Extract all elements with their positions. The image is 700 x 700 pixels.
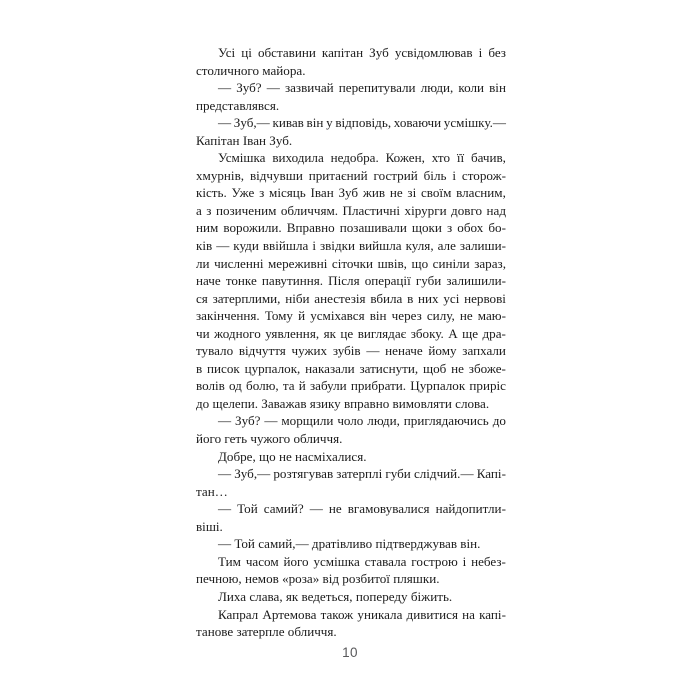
- text-line: до щелепи. Заважав язику вправно вимовляти слова.: [196, 395, 490, 411]
- word: павутиння.: [261, 273, 324, 289]
- word: силу,: [426, 308, 455, 324]
- word: хто: [431, 150, 451, 166]
- word: затиснути,: [359, 360, 419, 376]
- word: хмурнів,: [196, 167, 245, 183]
- word: усі: [443, 290, 460, 306]
- text-line: столичного майора.: [196, 62, 306, 78]
- word: ним: [196, 220, 219, 236]
- word: Зуб?: [236, 80, 262, 96]
- word: куля,: [405, 238, 434, 254]
- word: щоки: [411, 220, 442, 236]
- word: усмішка: [313, 553, 360, 569]
- word: з: [447, 220, 453, 236]
- word: цурпалок,: [244, 360, 301, 376]
- word: наче: [196, 273, 221, 289]
- word: небез-: [471, 553, 506, 569]
- word: ставала: [364, 553, 407, 569]
- word: Кожен,: [385, 150, 425, 166]
- word: затерплі: [336, 466, 383, 482]
- word: морщили: [281, 413, 334, 429]
- word: у: [326, 115, 333, 131]
- word: коли: [458, 80, 485, 96]
- word: капі-: [479, 606, 506, 622]
- word: його: [283, 553, 309, 569]
- text-line: [196, 237, 506, 255]
- word: кивав: [272, 115, 304, 131]
- paragraph: [196, 412, 506, 447]
- word: не: [451, 360, 464, 376]
- paragraph: [196, 535, 506, 553]
- word: зазвичай: [284, 80, 334, 96]
- word: анестезія: [314, 290, 366, 306]
- text-line: [196, 167, 506, 185]
- word: гострий: [373, 167, 418, 183]
- word: —: [218, 466, 232, 482]
- word: приріс: [469, 378, 506, 394]
- word: й: [298, 308, 306, 324]
- text-line: [196, 202, 506, 220]
- word: сторож-: [461, 167, 506, 183]
- word: перепитували: [338, 80, 416, 96]
- word: самий?: [263, 501, 304, 517]
- word: прибрати.: [350, 378, 407, 394]
- paragraph: [196, 448, 506, 466]
- word: власним,: [456, 185, 506, 201]
- word: люди,: [420, 80, 454, 96]
- word: Тому: [264, 308, 293, 324]
- word: усмішку.—: [443, 115, 506, 131]
- word: довго: [451, 202, 483, 218]
- word: Вправно: [286, 220, 335, 236]
- word: губи: [385, 466, 411, 482]
- word: притаєний: [308, 167, 368, 183]
- word: закінчення.: [196, 308, 260, 324]
- paragraph: [196, 79, 506, 114]
- word: її: [456, 150, 465, 166]
- word: щоб: [423, 360, 447, 376]
- paragraph: [196, 149, 506, 412]
- word: синіли: [432, 255, 470, 271]
- word: до: [492, 413, 506, 429]
- word: позиченим: [215, 202, 277, 218]
- word: Капрал: [218, 606, 259, 622]
- word: ховаючи: [393, 115, 442, 131]
- paragraph: [196, 588, 506, 606]
- word: них: [418, 290, 439, 306]
- word: А: [448, 325, 458, 341]
- word: —: [218, 115, 232, 131]
- word: місяць: [269, 185, 306, 201]
- word: а: [196, 202, 202, 218]
- word: Артемова: [262, 606, 317, 622]
- word: нервові: [464, 290, 506, 306]
- word: на: [462, 606, 475, 622]
- text-line: [196, 553, 506, 571]
- word: біль: [423, 167, 447, 183]
- word: він: [369, 308, 387, 324]
- word: відчуття: [238, 343, 286, 359]
- word: йому: [428, 343, 457, 359]
- paragraph: [196, 114, 506, 149]
- word: люди,: [367, 413, 400, 429]
- word: найдопитли-: [435, 501, 506, 517]
- text-line: [196, 44, 506, 62]
- word: губи: [415, 273, 442, 289]
- word: усміхався: [310, 308, 365, 324]
- text-line: [196, 219, 506, 237]
- word: мереживні: [268, 255, 328, 271]
- word: —: [266, 80, 280, 96]
- word: тувало: [196, 343, 234, 359]
- word: писок: [207, 360, 240, 376]
- text-line: [196, 149, 506, 167]
- word: капітан: [321, 45, 364, 60]
- word: Цурпалок: [410, 378, 466, 394]
- word: ворожили.: [223, 220, 282, 236]
- word: звідки: [319, 238, 355, 254]
- text-line: представлявся.: [196, 97, 280, 113]
- word: куди: [233, 238, 259, 254]
- paragraph: [196, 606, 506, 641]
- word: не: [328, 501, 342, 517]
- word: операції: [364, 273, 411, 289]
- word: бо-: [488, 220, 506, 236]
- word: бачив,: [470, 150, 506, 166]
- word: зі: [407, 185, 417, 201]
- word: і: [312, 238, 316, 254]
- text-line: [196, 342, 506, 360]
- word: приглядаючись: [403, 413, 489, 429]
- word: Зуб?: [235, 413, 261, 429]
- word: чужих: [291, 343, 328, 359]
- text-line: [196, 377, 506, 395]
- word: також: [320, 606, 354, 622]
- word: зараз,: [474, 255, 506, 271]
- word: уникала: [357, 606, 403, 622]
- word: Тим: [218, 553, 241, 569]
- text-line: [196, 272, 506, 290]
- word: маю-: [477, 308, 506, 324]
- word: і: [452, 167, 456, 183]
- word: швів,: [377, 255, 407, 271]
- word: Той: [237, 501, 258, 517]
- word: чи: [196, 325, 210, 341]
- word: тонке: [225, 273, 257, 289]
- text-line: [196, 412, 506, 430]
- word: дивитися: [406, 606, 458, 622]
- paragraph: [196, 465, 506, 500]
- word: позашивали: [339, 220, 407, 236]
- word: ці: [241, 45, 252, 60]
- word: дра-: [482, 325, 506, 341]
- word: численні: [214, 255, 264, 271]
- word: недобра.: [330, 150, 379, 166]
- word: сіточки: [331, 255, 374, 271]
- word: усвідомлював: [394, 45, 473, 60]
- word: Пластичні: [342, 202, 401, 218]
- word: Зуб,—: [233, 115, 270, 131]
- text-line: печною, немов «роза» від розбитої пляшки.: [196, 571, 440, 587]
- text-line: його геть чужого обличчя.: [196, 431, 343, 447]
- text-line: Капітан Іван Зуб.: [196, 132, 293, 148]
- word: виглядає: [357, 325, 407, 341]
- word: не: [389, 185, 403, 201]
- word: волів: [196, 378, 225, 394]
- text-line: [196, 114, 506, 132]
- word: од: [229, 378, 242, 394]
- page-text-body: [196, 44, 506, 641]
- word: жодного: [214, 325, 261, 341]
- word: —: [366, 343, 380, 359]
- word: часом: [245, 553, 279, 569]
- word: уявлення,: [265, 325, 320, 341]
- word: Усі: [218, 45, 236, 60]
- word: Уже: [231, 185, 255, 201]
- text-line: [196, 360, 506, 378]
- word: запхали: [462, 343, 506, 359]
- text-line: [196, 255, 506, 273]
- word: це: [340, 325, 354, 341]
- word: Іван: [310, 185, 334, 201]
- word: він: [489, 80, 506, 96]
- text-line: [196, 325, 506, 343]
- text-line: [196, 465, 506, 483]
- word: і: [462, 553, 467, 569]
- word: —: [264, 413, 278, 429]
- word: наказали: [305, 360, 355, 376]
- word: обставини: [257, 45, 316, 60]
- word: чоло: [337, 413, 364, 429]
- text-line: Добре, що не насміхалися.: [218, 448, 367, 464]
- text-line: [196, 290, 506, 308]
- word: вийшла: [358, 238, 402, 254]
- word: Зуб: [369, 45, 389, 60]
- word: —: [218, 413, 232, 429]
- word: відповідь,: [335, 115, 392, 131]
- word: слідчий.—: [413, 466, 474, 482]
- text-line: Лиха слава, як ведеться, попереду біжить.: [218, 588, 453, 604]
- word: він: [306, 115, 324, 131]
- paragraph: [196, 44, 506, 79]
- word: розтягував: [273, 466, 334, 482]
- word: забули: [309, 378, 347, 394]
- word: Зуб: [338, 185, 359, 201]
- word: зубів: [332, 343, 361, 359]
- word: ків: [196, 238, 213, 254]
- word: над: [486, 202, 506, 218]
- word: —: [309, 501, 323, 517]
- word: ли: [196, 255, 210, 271]
- word: жив: [362, 185, 386, 201]
- word: залиши-: [459, 238, 506, 254]
- word: збоже-: [468, 360, 506, 376]
- word: але: [437, 238, 456, 254]
- word: хірурги: [404, 202, 447, 218]
- word: з: [206, 202, 212, 218]
- text-line: [196, 500, 506, 518]
- word: обох: [457, 220, 484, 236]
- word: —: [218, 501, 232, 517]
- text-line: [196, 606, 506, 624]
- word: в: [196, 360, 203, 376]
- word: обличчям.: [280, 202, 339, 218]
- word: —: [218, 80, 232, 96]
- word: не: [459, 308, 473, 324]
- text-line: [196, 79, 506, 97]
- word: без: [488, 45, 506, 60]
- word: через: [391, 308, 422, 324]
- word: болю,: [246, 378, 279, 394]
- text-line: [196, 307, 506, 325]
- word: збоку.: [410, 325, 444, 341]
- word: своїм: [420, 185, 452, 201]
- word: кість.: [196, 185, 227, 201]
- word: що: [411, 255, 429, 271]
- word: й: [298, 378, 306, 394]
- word: ввійшла: [262, 238, 309, 254]
- word: Зуб,—: [234, 466, 271, 482]
- word: Капі-: [476, 466, 506, 482]
- word: ся: [196, 290, 208, 306]
- word: з: [259, 185, 265, 201]
- text-line: танове затерпле обличчя.: [196, 624, 337, 640]
- word: залишили-: [446, 273, 506, 289]
- word: вбила: [370, 290, 403, 306]
- word: ще: [462, 325, 479, 341]
- word: вгамовувалися: [347, 501, 430, 517]
- word: і: [478, 45, 483, 60]
- word: ніби: [285, 290, 310, 306]
- word: як: [323, 325, 336, 341]
- word: гострою: [411, 553, 458, 569]
- paragraph: [196, 553, 506, 588]
- paragraph: [196, 500, 506, 535]
- word: відчувши: [249, 167, 303, 183]
- word: неначе: [385, 343, 423, 359]
- text-line: [196, 184, 506, 202]
- word: —: [216, 238, 230, 254]
- word: виходила: [272, 150, 324, 166]
- word: в: [407, 290, 414, 306]
- text-line: віші.: [196, 518, 223, 534]
- page-number: 10: [342, 645, 358, 660]
- word: Усмішка: [218, 150, 266, 166]
- word: затерплими,: [212, 290, 281, 306]
- text-line: тан…: [196, 483, 228, 499]
- word: Після: [328, 273, 360, 289]
- word: та: [282, 378, 295, 394]
- text-line: — Той самий,— дратівливо підтверджував він.: [218, 536, 481, 552]
